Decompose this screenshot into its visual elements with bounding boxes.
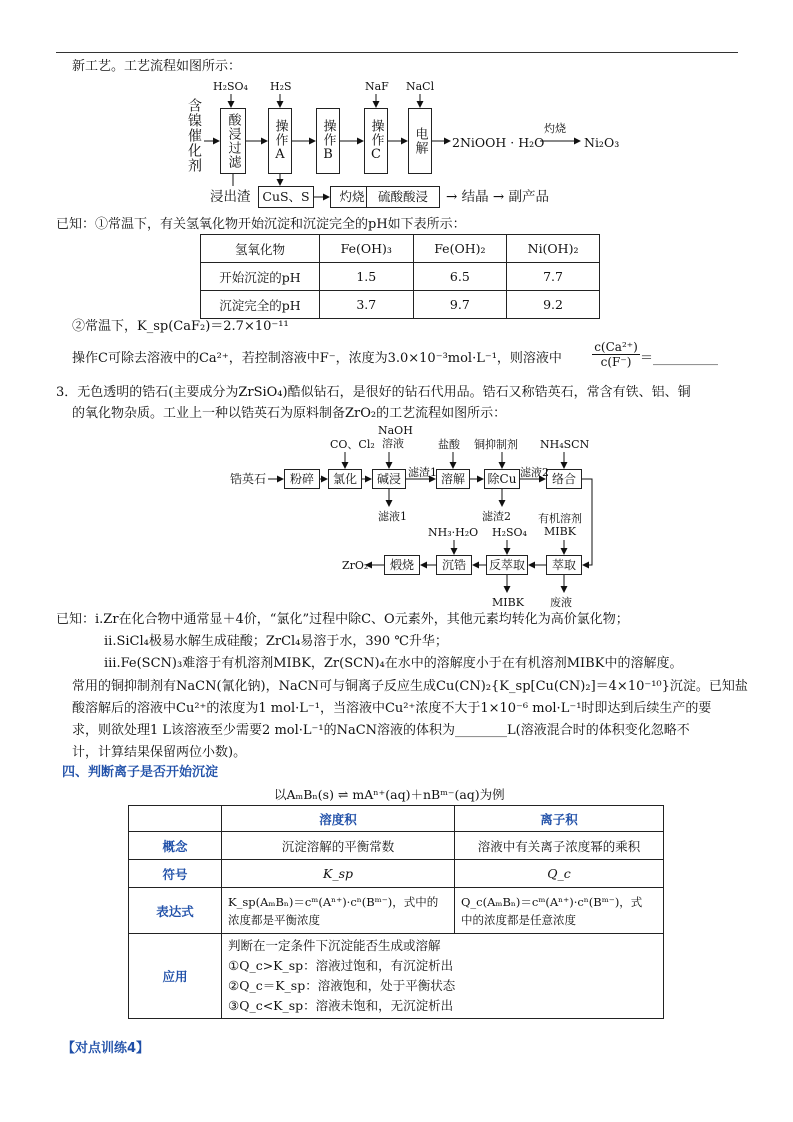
flow2-box: 煅烧 [384, 555, 420, 575]
paragraph-line: 酸溶解后的溶液中Cu²⁺的浓度为1 mol·L⁻¹，当溶液中Cu²⁺浓度不大于1×10⁻⁶ mol·L⁻¹时即达到后续生产的要 [72, 701, 712, 716]
flow2-start: 锆英石 [230, 472, 267, 486]
exercise-tag: 【对点训练4】 [62, 1041, 150, 1056]
flow2-top-reagent: NH₄SCN [540, 438, 590, 451]
flow2-mid-label: 滤液2 [520, 466, 549, 479]
flow2-output: MIBK [492, 596, 524, 609]
flow1-sub-box: 硫酸酸浸 [366, 186, 440, 208]
flow1-box: 操作B [316, 108, 340, 174]
flow2-box: 碱浸 [372, 469, 406, 489]
table-cell: 开始沉淀的pH [201, 263, 320, 291]
table-corner [129, 806, 222, 832]
fraction-denominator: c(F⁻) [600, 355, 632, 369]
flow1-residue-label: 浸出渣 [210, 189, 251, 205]
table-header: Fe(OH)₂ [413, 235, 507, 263]
table-cell [455, 888, 664, 934]
flow1-sub-box: CuS、S [258, 186, 314, 208]
flow2-box: 沉锆 [436, 555, 472, 575]
table-cell [222, 888, 455, 934]
flow1-reagent: H₂S [270, 80, 292, 93]
table-cell: K_sp [222, 860, 455, 888]
known2-line: ⅲ.Fe(SCN)₃难溶于有机溶剂MIBK，Zr(SCN)₄在水中的溶解度小于在有机溶剂MIBK中的溶解度。 [104, 656, 683, 671]
flow2-row2-reagent: 有机溶剂MIBK [538, 512, 582, 538]
fraction-answer-blank: ＝__________ [640, 351, 719, 366]
paragraph-line: 常用的铜抑制剂有NaCN(氰化钠)，NaCN可与铜离子反应生成Cu(CN)₂{K_sp[Cu(CN)₂]＝4×10⁻¹⁰}沉淀。已知盐 [72, 679, 748, 694]
flow2-box: 除Cu [484, 469, 520, 489]
flow2-box: 反萃取 [486, 555, 528, 575]
apply-line: ②Q_c＝K_sp：溶液饱和，处于平衡状态 [228, 978, 456, 993]
table-header: 氢氧化物 [201, 235, 320, 263]
flow2-row2-reagent: NH₃·H₂O [428, 526, 479, 539]
flow1-box: 操作C [364, 108, 388, 174]
table-cell [222, 934, 664, 1019]
known2-line: ⅱ.SiCl₄极易水解生成硅酸；ZrCl₄易溶于水，390 ℃升华； [104, 634, 448, 649]
flow1-arrow-label: 灼烧 [544, 122, 566, 135]
flow2-mid-label: 滤渣1 [408, 466, 437, 479]
equilibrium-caption: 以AₘBₙ(s) ⇌ mAⁿ⁺(aq)＋nBᵐ⁻(aq)为例 [274, 787, 505, 802]
table-cell: 7.7 [507, 263, 600, 291]
cell-line: Q_c(AₘBₙ)＝cᵐ(Aⁿ⁺)·cⁿ(Bᵐ⁻)，式 [461, 894, 643, 909]
table-cell: 9.2 [507, 291, 600, 319]
table-cell: 3.7 [320, 291, 414, 319]
flow2-top-reagent: 盐酸 [438, 438, 460, 451]
table-row [129, 888, 664, 934]
table-header: Fe(OH)₃ [320, 235, 414, 263]
row-label: 概念 [129, 832, 222, 860]
row-label: 表达式 [129, 888, 222, 934]
known1-lead: 已知：①常温下，有关氢氧化物开始沉淀和沉淀完全的pH如下表所示： [56, 217, 466, 232]
table-cell: 沉淀完全的pH [201, 291, 320, 319]
table-header: Ni(OH)₂ [507, 235, 600, 263]
flow1-reagent: NaCl [406, 80, 435, 93]
flow2-end-product: ZrO₂ [342, 559, 369, 572]
table-row [129, 832, 664, 860]
flow2-bottom-label: 滤液1 [378, 510, 407, 523]
flow1-box: 电解 [408, 108, 432, 174]
table-cell: Q_c [455, 860, 664, 888]
table-row [129, 934, 664, 1019]
flow2-box: 溶解 [436, 469, 470, 489]
q3-line2: 的氧化物杂质。工业上一种以锆英石为原料制备ZrO₂的工艺流程如图所示： [72, 406, 507, 421]
flow1-final: Ni₂O₃ [584, 135, 620, 150]
flow1-sub-tail: → 结晶 → 副产品 [446, 189, 549, 205]
flow1-box: 操作A [268, 108, 292, 174]
flow2-box: 萃取 [546, 555, 582, 575]
table-cell: 6.5 [413, 263, 507, 291]
apply-line: 判断在一定条件下沉淀能否生成或溶解 [228, 938, 441, 953]
flow1-start: 含镍催化剂 [186, 97, 202, 173]
flow2-box: 粉碎 [284, 469, 320, 489]
flow1-sub-box: 灼烧 [330, 186, 374, 208]
cell-line: 浓度都是平衡浓度 [228, 912, 320, 927]
q3-line1: 3．无色透明的锆石(主要成分为ZrSiO₄)酷似钻石，是很好的钻石代用品。锆石又称锆英石，常含有铁、铝、铜 [56, 385, 691, 400]
flow2-output: 废液 [550, 596, 572, 609]
flow2-top-reagent: NaOH溶液 [378, 424, 413, 450]
known2-line: 已知：ⅰ.Zr在化合物中通常显＋4价，“氯化”过程中除C、O元素外，其他元素均转化为高价氯化物； [56, 612, 629, 627]
flow1-product: 2NiOOH · H₂O [452, 135, 545, 150]
table-cell: 9.7 [413, 291, 507, 319]
paragraph-line: 求，则欲处理1 L该溶液至少需要2 mol·L⁻¹的NaCN溶液的体积为________L(溶液混合时的体积变化忽略不 [72, 723, 690, 738]
op-c-text: 操作C可除去溶液中的Ca²⁺，若控制溶液中F⁻，浓度为3.0×10⁻³mol·L⁻¹，则溶液中 [72, 351, 562, 366]
flow1-box: 酸浸过滤 [220, 108, 246, 174]
cell-line: K_sp(AₘBₙ)＝cᵐ(Aⁿ⁺)·cⁿ(Bᵐ⁻)，式中的 [228, 894, 439, 909]
table-row [129, 806, 664, 832]
table-cell: 沉淀溶解的平衡常数 [222, 832, 455, 860]
flow2-box: 氯化 [328, 469, 362, 489]
table-row [129, 860, 664, 888]
intro-text: 新工艺。工艺流程如图所示： [72, 59, 242, 74]
table-header: 离子积 [455, 806, 664, 832]
table-cell: 溶液中有关离子浓度幂的乘积 [455, 832, 664, 860]
flow2-top-reagent: 铜抑制剂 [474, 438, 518, 451]
flow2-bottom-label: 滤渣2 [482, 510, 511, 523]
row-label: 符号 [129, 860, 222, 888]
flow2-box: 络合 [546, 469, 582, 489]
known1-item2: ②常温下，K_sp(CaF₂)＝2.7×10⁻¹¹ [72, 319, 289, 334]
ksp-qc-table [128, 805, 664, 1019]
table-header: 溶度积 [222, 806, 455, 832]
table-cell: 1.5 [320, 263, 414, 291]
apply-line: ③Q_c<K_sp：溶液未饱和，无沉淀析出 [228, 998, 454, 1013]
flow1-reagent: NaF [365, 80, 389, 93]
apply-line: ①Q_c>K_sp：溶液过饱和，有沉淀析出 [228, 958, 454, 973]
flow2-row2-reagent: H₂SO₄ [492, 526, 527, 539]
section-heading: 四、判断离子是否开始沉淀 [62, 765, 219, 780]
flow2-top-reagent: CO、Cl₂ [330, 438, 375, 451]
fraction-numerator: c(Ca²⁺) [592, 340, 640, 355]
row-label: 应用 [129, 934, 222, 1019]
paragraph-line: 计，计算结果保留两位小数)。 [72, 745, 247, 760]
cell-line: 中的浓度都是任意浓度 [461, 912, 576, 927]
flow1-reagent: H₂SO₄ [213, 80, 248, 93]
